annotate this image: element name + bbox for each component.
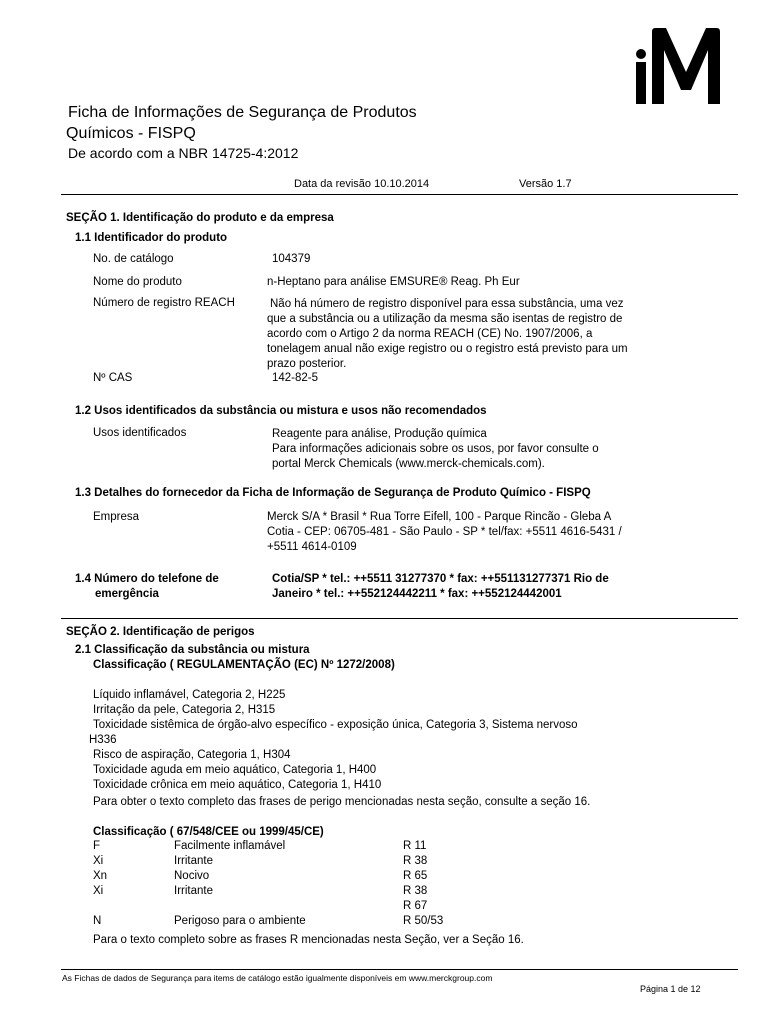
section2-1-heading: 2.1 Classificação da substância ou mistura <box>75 644 310 656</box>
footer-note: As Fichas de dados de Segurança para items de catálogo estão igualmente disponíveis em www.merckgroup.com <box>62 973 493 983</box>
eec-desc: Irritante <box>174 885 213 897</box>
company-line: Merck S/A * Brasil * Rua Torre Eifell, 100 - Parque Rincão - Gleba A <box>267 511 612 523</box>
uses-line: Para informações adicionais sobre os usos, por favor consulte o <box>272 443 599 455</box>
classification-clp-heading: Classificação ( REGULAMENTAÇÃO (EC) Nº 1272/2008) <box>93 659 395 671</box>
hazard-note: Para obter o texto completo das frases de perigo mencionadas nesta seção, consulte a seção 16. <box>93 796 591 808</box>
eec-code: Xi <box>93 855 104 867</box>
reach-label: Número de registro REACH <box>93 297 235 309</box>
section1-heading: SEÇÃO 1. Identificação do produto e da empresa <box>66 212 334 224</box>
section1-1-heading: 1.1 Identificador do produto <box>75 232 228 244</box>
header-divider <box>61 194 738 195</box>
reach-line: tonelagem anual não exige registro ou o registro está previsto para um <box>267 343 628 355</box>
reach-line: acordo com o Artigo 2 da norma REACH (CE) No. 1907/2006, a <box>267 328 593 340</box>
eec-note: Para o texto completo sobre as frases R mencionadas nesta Seção, ver a Seção 16. <box>93 934 524 946</box>
company-value <box>267 510 622 555</box>
reach-value <box>267 297 628 372</box>
hazard-item: Toxicidade sistêmica de órgão-alvo específico - exposição única, Categoria 3, Sistema nervoso <box>93 719 578 731</box>
company-label: Empresa <box>93 511 140 523</box>
eec-desc: Irritante <box>174 855 213 867</box>
eec-desc: Nocivo <box>174 870 210 882</box>
eec-code: F <box>93 840 101 852</box>
cas-value: 142-82-5 <box>272 372 319 384</box>
uses-line: Reagente para análise, Produção química <box>272 428 487 440</box>
revision-date: Data da revisão 10.10.2014 <box>294 178 430 190</box>
hazard-item: H336 <box>89 734 117 746</box>
emergency-value-line: Cotia/SP * tel.: ++5511 31277370 * fax: ++551131277371 Rio de <box>272 573 609 585</box>
merck-logo-icon <box>636 28 736 104</box>
emergency-phone-label <box>75 572 219 602</box>
eec-r-phrase: R 38 <box>403 885 428 897</box>
footer-divider <box>61 969 738 970</box>
catalog-label: No. de catálogo <box>93 253 174 265</box>
hazard-item: Irritação da pele, Categoria 2, H315 <box>93 704 276 716</box>
section-divider <box>61 618 738 619</box>
eec-desc: Perigoso para o ambiente <box>174 915 306 927</box>
catalog-value: 104379 <box>272 253 311 265</box>
hazard-item: Risco de aspiração, Categoria 1, H304 <box>93 749 291 761</box>
document-title-line2: Químicos - FISPQ <box>66 125 196 142</box>
uses-label: Usos identificados <box>93 427 187 439</box>
product-value: n-Heptano para análise EMSURE® Reag. Ph Eur <box>267 276 520 288</box>
company-line: +5511 4614-0109 <box>267 541 357 553</box>
uses-value <box>272 427 599 472</box>
eec-r-phrase: R 50/53 <box>403 915 444 927</box>
eec-code: Xi <box>93 885 104 897</box>
product-label: Nome do produto <box>93 276 182 288</box>
eec-desc: Facilmente inflamável <box>174 840 286 852</box>
reach-line: prazo posterior. <box>267 358 347 370</box>
document-subtitle: De acordo com a NBR 14725-4:2012 <box>68 145 299 161</box>
eec-r-phrase: R 38 <box>403 855 428 867</box>
version: Versão 1.7 <box>519 178 572 190</box>
hazard-item: Toxicidade crônica em meio aquático, Categoria 1, H410 <box>93 779 382 791</box>
eec-code: Xn <box>93 870 108 882</box>
emergency-label-line: 1.4 Número do telefone de <box>75 573 219 585</box>
section1-2-heading: 1.2 Usos identificados da substância ou mistura e usos não recomendados <box>75 405 487 417</box>
classification-eec-heading: Classificação ( 67/548/CEE ou 1999/45/CE) <box>93 826 324 838</box>
uses-line: portal Merck Chemicals (www.merck-chemicals.com). <box>272 458 545 470</box>
hazard-item: Líquido inflamável, Categoria 2, H225 <box>93 689 286 701</box>
hazard-item: Toxicidade aguda em meio aquático, Categoria 1, H400 <box>93 764 377 776</box>
hazard-list <box>89 688 578 793</box>
eec-r-phrase: R 67 <box>403 900 428 912</box>
cas-label: Nº CAS <box>93 372 133 384</box>
section2-heading: SEÇÃO 2. Identificação de perigos <box>66 626 255 638</box>
document-title: Ficha de Informações de Segurança de Produtos <box>68 104 417 121</box>
emergency-value-line: Janeiro * tel.: ++552124442211 * fax: ++552124442001 <box>272 588 562 600</box>
reach-line: que a substância ou a utilização da mesma são isentas de registro de <box>267 313 623 325</box>
eec-code: N <box>93 915 102 927</box>
emergency-label-line: emergência <box>95 588 159 600</box>
reach-line: Não há número de registro disponível para essa substância, uma vez <box>270 298 624 310</box>
eec-r-phrase: R 11 <box>403 840 427 852</box>
emergency-phone-value <box>272 572 609 602</box>
section1-3-heading: 1.3 Detalhes do fornecedor da Ficha de Informação de Segurança de Produto Químico - FISPQ <box>75 487 591 499</box>
eec-r-phrase: R 65 <box>403 870 428 882</box>
page-number: Página 1 de 12 <box>640 984 701 994</box>
company-line: Cotia - CEP: 06705-481 - São Paulo - SP * tel/fax: +5511 4616-5431 / <box>267 526 622 538</box>
